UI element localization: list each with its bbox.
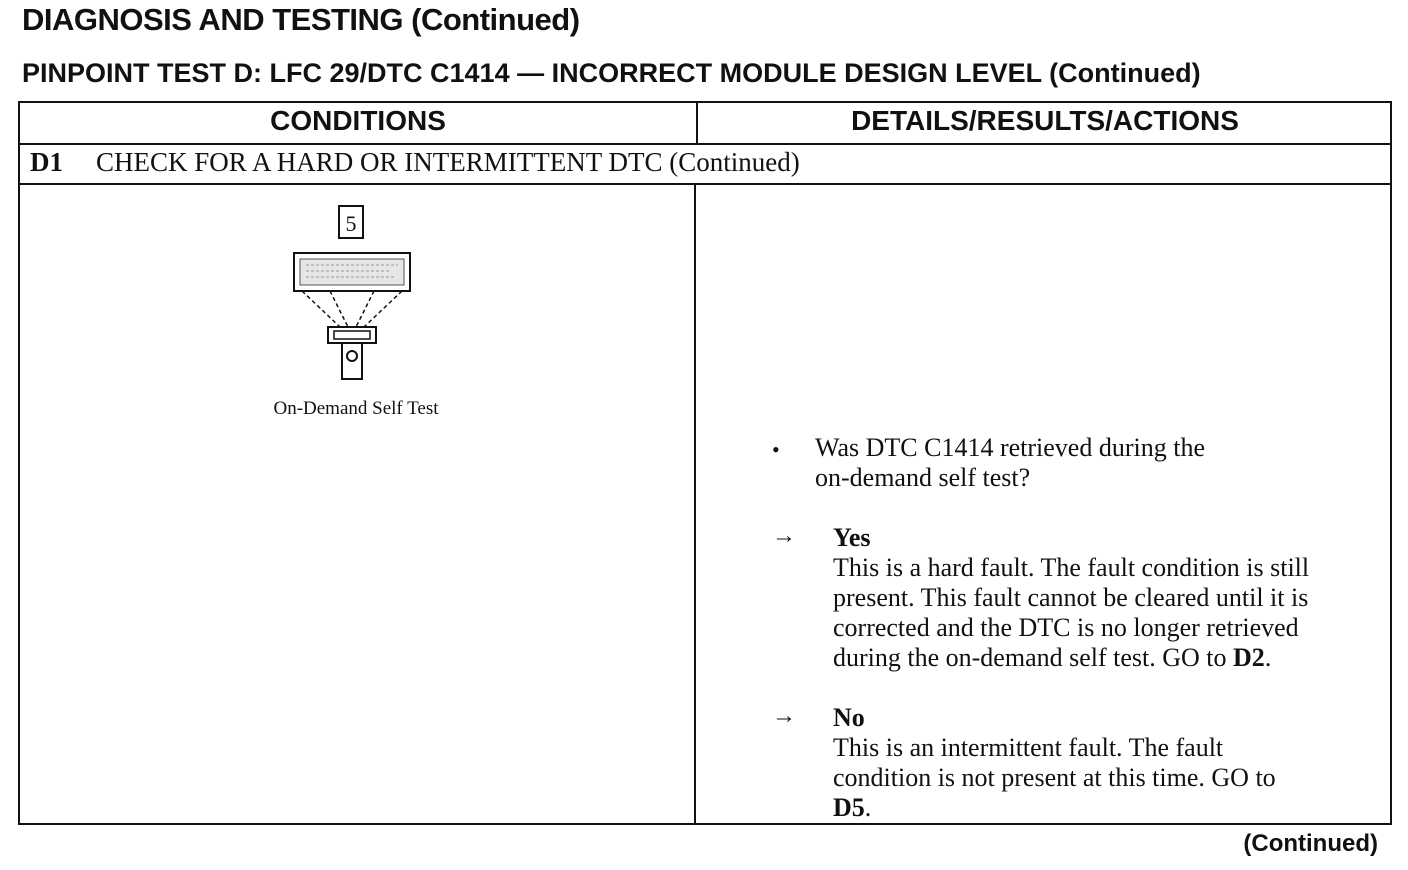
figure-caption: On-Demand Self Test	[273, 398, 439, 419]
no-line: D5.	[833, 793, 872, 822]
step-id: D1	[30, 147, 63, 177]
pinpoint-test-title: PINPOINT TEST D: LFC 29/DTC C1414 — INCORRECT MODULE DESIGN LEVEL (Continued)	[22, 58, 1201, 88]
header-divider	[20, 143, 1390, 145]
yes-line: corrected and the DTC is no longer retrieved	[833, 613, 1299, 642]
figure-step-number: 5	[338, 205, 364, 239]
step-divider	[20, 183, 1390, 185]
yes-result	[833, 523, 1393, 673]
no-goto: D5	[833, 793, 865, 822]
question-line: on-demand self test?	[815, 463, 1031, 492]
no-line: This is an intermittent fault. The fault	[833, 733, 1224, 762]
yes-line: This is a hard fault. The fault condition is still	[833, 553, 1310, 582]
details-header: DETAILS/RESULTS/ACTIONS	[851, 105, 1239, 136]
right-arrow-icon: →	[772, 703, 796, 729]
pinpoint-table	[18, 101, 1392, 825]
yes-line: during the on-demand self test. GO to D2.	[833, 643, 1272, 672]
page-title: DIAGNOSIS AND TESTING (Continued)	[22, 2, 580, 37]
question-line: Was DTC C1414 retrieved during the	[815, 433, 1205, 462]
no-result	[833, 703, 1393, 823]
right-arrow-icon: →	[772, 523, 796, 549]
yes-line: present. This fault cannot be cleared until it is	[833, 583, 1309, 612]
no-line: condition is not present at this time. GO to	[833, 763, 1276, 792]
step-title: CHECK FOR A HARD OR INTERMITTENT DTC (Continued)	[96, 147, 800, 177]
continued-footer: (Continued)	[1243, 830, 1378, 857]
header-column-divider	[696, 103, 698, 143]
conditions-header: CONDITIONS	[270, 105, 446, 136]
yes-goto: D2	[1233, 643, 1265, 672]
yes-label: Yes	[833, 523, 871, 552]
question-text	[815, 433, 1335, 493]
no-label: No	[833, 703, 865, 732]
body-column-divider	[694, 183, 696, 825]
bullet-dot-icon: •	[772, 437, 780, 462]
scan-tool-self-test-icon	[290, 251, 440, 386]
step-row	[30, 147, 800, 178]
